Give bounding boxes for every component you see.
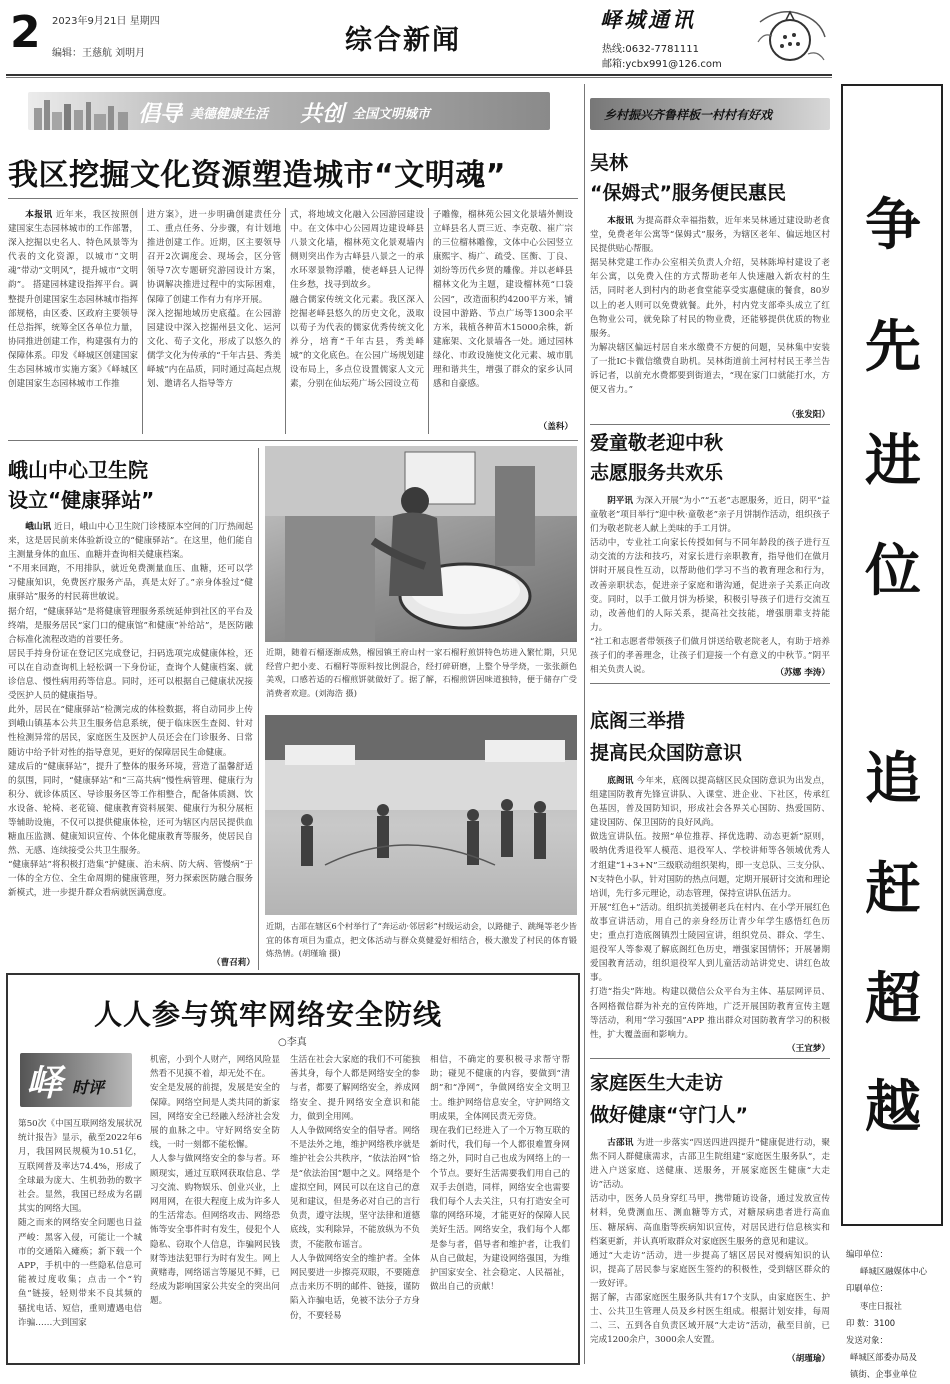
photo2-caption-text: 近期，古邵在辖区6个村举行了“奔运动·邻居彩”村级运动会，以路健子、跳绳等老少皆宜的体育项目为重点，把文体活动与群众莫健爱好相结合，极大激发了村民的体育锻炼热情。 (266, 921, 577, 958)
photo2-credit: (胡瑾瑜 摄) (298, 948, 341, 958)
hotline-text: 热线:0632-7781111 (602, 44, 699, 55)
page-number: 2 (10, 7, 41, 58)
info-line: 峄城区部委办局及 (850, 1352, 917, 1363)
info-line: 发送对象： (846, 1335, 888, 1346)
banner-right-text: 乡村振兴齐鲁样板一村村有好戏 (604, 108, 773, 122)
defense-byline-text: （王宜梦） (787, 1044, 830, 1054)
midautumn-byline (760, 666, 830, 678)
health-article-lead: 峨山讯 (25, 522, 52, 532)
photo1-credit: (刘海浩 摄) (315, 687, 357, 698)
opinion-badge-b: 时评 (72, 1078, 105, 1097)
civility-banner (28, 92, 550, 130)
section-rule (590, 1058, 830, 1059)
wulin-article-text: 为提高群众幸福指数，近年来吴林通过建设助老食堂，免费老年公寓等“保姆式”服务，为辖区老年、偏远地区村民提供贴心帮服。 据吴林党建工作办公室相关负责人介绍，吴林陈埠村建设了老年公寓，以免费入住的方式帮助老年人快速融入新农村的生活，同时老人到村内的助老食堂能享受实惠健康的餐食，80岁以上的老人则可以免费就餐。此外，村内党支部牵头成立了红色物业公司，就免除了村民的物业费，还能够提供优质的物业服务。 为解决辖区偏远村居自来水缴费不方便的问题，吴林集中安装了一批IC卡微信缴费自助机。吴林街道前土河村村民王孝兰告诉记者，以前充水费都要到街道去，“现在家门口就能打水，方便又省力。” (590, 216, 830, 396)
defense-title-l2: 提高民众国防意识 (590, 742, 743, 764)
slogan-char: 超 (865, 967, 921, 1032)
main-article-byline: （盖科） (538, 422, 573, 432)
midautumn-article-text: 为深入开展“为小”“五老”志愿服务，近日，阴平“益童敬老”项目举行“迎中秋·童敬老”亲子月饼制作活动，组织孩子们为敬老院老人献上美味的手工月饼。 活动中，专业社工向家长传授如何与不同年龄段的孩子进行互动交流的方法和技巧，对家长进行亲职教育，指导他们在做月饼时开展良性互动，以帮助他们学习不当的教育理念和行为，改善亲职状态，促进亲子家庭和谐沟通，促进亲子关系正向改变。同时，以手工做月饼为桥梁，积极引导孩子们进行交流互动，改善他们的人际关系，提高社交技能，增强朋辈支持能力。 “社工和志愿者带领孩子们做月饼送给敬老院老人，有助于培养孩子们的孝善理念，让孩子们迎接一个有意义的中秋节。”阴平相关负责人说。 (590, 496, 830, 676)
rural-revival-banner (590, 98, 830, 130)
slogan-box (841, 84, 943, 1226)
info-line: 枣庄日报社 (860, 1300, 902, 1311)
headline-rule (8, 198, 578, 199)
doctor-article-body (590, 1136, 830, 1352)
opinion-col2: 机密，小到个人财产，网络风险显然看不见摸不着，却无处不在。 安全是发展的前提，发展是安全的保障。网络空间是人类共同的新家园，网络安全已经融入经济社会发展的血脉之中。守好网络安全防线，一时一刻都不能松懈。 人人参与做网络安全的参与者。环顾现实，通过互联网获取信息、学习交流、购物娱乐、创业兴业，上网用网，在很大程度上成为许多人的生活常态。但网络攻击、网络恐怖等安全事件时有发生，侵犯个人隐私、窃取个人信息，诈骗网民钱财等违法犯罪行为时有发生。网上黄赌毒，网络谣言等屡见不鲜，已经成为影响国家公共安全的突出问题。 (150, 1055, 280, 1307)
health-title-l2: 设立“健康驿站” (8, 488, 155, 512)
slogan-char: 先 (865, 315, 921, 380)
main-article-col1-text: 近年来，我区按照创建国家生态园林城市的工作部署，深入挖掘以史名人、特色风景等为代表的文化资源，以城市“文明魂”带动“文明风”，提升城市“文明韵”。 搭建园林建设指挥平台。调整提升创建国家生态园林城市指挥部规格，由区委、区政府主要领导任总指挥，统筹全区各单位力量，协同推进创建工作，构建强有力的保障体系。印发《峄城区创建国家生态园林城市实施方案》《峄城区创建国家生态园林城市工作推 (8, 210, 138, 390)
opinion-col3: 生活在社会大家庭的我们不可能独善其身，每个人都是网络安全的参与者，都要了解网络安全，养成网络安全、提升网络安全意识和能力，做到全用网。 人人争做网络安全的倡导者。网络不是法外之地，维护网络秩序就是维护社会公共秩序，“依法治网”恰是“依法治国”题中之义。网络是个虚拟空间，网民可以在这自己的意见和建议，但是务必对自己的言行负责，遵守法规，坚守法律和道德底线，实利除异，不能放纵为不负责，不能散布谣言。 人人争做网络安全的维护者。全体网民要进一步擦亮双眼，不要随意点击来历不明的邮件、链接，谨防陷入诈骗电话，免被不法分子方身份，不要轻易 (290, 1055, 420, 1321)
section-rule (8, 440, 578, 441)
doctor-title-l2: 做好健康“守门人” (590, 1104, 748, 1126)
health-title-l1: 峨山中心卫生院 (8, 458, 148, 482)
main-article-col4-text: 子雕像，榴林苑公园文化景墙外侧设立峄县名人贾三近、李克敬、崔广宗的三位榴林雕像，文体中心公园竖立康熙字、梅广、疏受、匡衡、丁良、刘纷等历代乡贤的雕像。并以老峄县榴林文化为主题，建设榴林苑“口袋公园”，改造面积约4200平方米，铺设园中游路、节点广场等1300余平方米，栽植各种苗木15000余株，新建廊架、文化景墙各一处。通过园林绿化、市政设施使文化元素、城市肌理和谐共生，增强了群众的家乡认同感和自豪感。 (433, 210, 573, 390)
defense-article-body (590, 774, 830, 1042)
slogan-char: 进 (865, 429, 921, 494)
opinion-col1: 第50次《中国互联网络发展状况统计报告》显示，截至2022年6月，我国网民规模为10.51亿，互联网普及率达74.4%，形成了全球最为庞大、生机勃勃的数字社会。显然，我国已经成为名副其实的网络大国。 随之而来的网络安全问题也日益严峻：黑客入侵，可能让一个城市的交通陷入瘫痪；新下载一个APP，手机中的一些隐私信息可能被过度收集；点击一个“钓鱼”链接，轻则带来不良其频的骚扰电话、短信，重则遭遇电信诈骗……大到国家 (18, 1119, 142, 1328)
banner-text-b: 美德健康生活 (190, 107, 269, 122)
slogan-char: 越 (865, 1075, 921, 1140)
health-byline (200, 956, 255, 968)
doctor-byline-text: （胡瑾瑜） (787, 1354, 830, 1364)
midautumn-title-l2: 志愿服务共欢乐 (590, 462, 724, 484)
defense-article-text: 今年来，底阁以提高辖区民众国防意识为出发点，组建国防教育先锋宣讲队、入课堂、进企业、下社区，传承红色基因，普及国防知识，形成社会各界关心国防、热爱国防、建设国防、保卫国防的良好风尚。 做选宣讲队伍。按照“单位推荐、择优选聘、动态更新”原则，吸纳优秀退役军人模范、退役军人、学校讲师等各领域优秀人才组建“1+3+N”三级联动组织架构，即一支总队、三支分队、N支特色小队，针对国防的热点问题，定期开展研讨交流和理论培训，先行多元理论，动态管理，保持宣讲队伍活力。 开展“红色+”活动。组织抗美援朝老兵在村内、在小学开展红色故事宣讲活动，用自己的亲身经历让青少年学生感悟红色历史；重点打造底阁镇烈士陵园宣讲，组织党员、群众、学生、退役军人等参观了解底阁红色历史，增强家国情怀；开展暑期爱国教育活动，组织退役军人到儿童活动站讲党史、讲红色故事。 打造“指尖”阵地。构建以微信公众平台为主体、基层网评员、各网格微信群为补充的宣传阵地，广泛开展国防教育宣传主题等活动，利用“学习强国”APP 推出群众对国防教育学习的积极性，扩大覆盖面和影响力。 (590, 776, 830, 1040)
opinion-headline: 人人参与筑牢网络安全防线 (94, 998, 443, 1031)
info-line: 编印单位： (846, 1249, 888, 1259)
photo1-caption (266, 646, 577, 714)
photo1-caption-text: 近期，随着石榴逐渐成熟，榴园镇王府山村一家石榴籽煎饼特色坊进入繁忙期，只见经营户把小麦、石榴籽等原料按比例混合，经打碎研磨，上整个导学烧，一张张颜色美观，口感若适的石榴煎饼就做好了。据了解，石榴煎饼因味道独特，便于储存广受消费者欢迎。 (266, 647, 577, 698)
village-sports-photo (265, 715, 577, 915)
wulin-article-body (590, 214, 830, 410)
pomegranate-illustration (750, 2, 830, 72)
midautumn-article-lead: 阴平讯 (607, 496, 634, 506)
doctor-article-lead: 古邵讯 (607, 1138, 634, 1148)
opinion-author: ○李真 (278, 1037, 307, 1048)
wulin-title-l2: “保姆式”服务便民惠民 (590, 182, 786, 204)
main-headline: 我区挖掘文化资源塑造城市“文明魂” (8, 158, 506, 193)
photo2-caption (266, 920, 577, 972)
health-article-text: 近日，峨山中心卫生院门诊楼原本空间的门厅热闹起来，这是居民前来体验新设立的“健康驿站”。在这里，他们能自主测量身体的血压、血糖并查询相关健康档案。 “不用来回跑，不用排队，就近免费测量血压、血糖，还可以学习健康知识，免费医疗服务产品，真是太好了。”亲身体验过“健康驿站”服务的村民蒋世敏说。 据介绍，“健康驿站”是将健康管理服务系统延伸到社区的平台及终端，是服务居民“家门口的健康馆”和健康“补给站”，是医防融合标准化流程改造的首要任务。 居民手持身份证在登记区完成登记，扫码选项完成健康体检，还可以在自动查询机上轻松调一下身份证，查询个人健康档案、就诊信息、慢性病用药等信息。同时，还可以根据自己健康状况接受医护人员的健康指导。 此外，居民在“健康驿站”检测完成的体检数据，将自动同步上传到峨山镇基本公共卫生服务信息系统，便于临床医生查阅、针对性检测异常的居民，家庭医生及医护人员还会在门诊服务、日常随访中给予针对性的指导意见，更好的保障居民生命健康。 建成后的“健康驿站”，提升了整体的服务环境，营造了温馨舒适的氛围，同时，“健康驿站”和“三高共病”慢性病管理、健康行为积分、就诊体质区、导诊服务区等工作相整合，配备体质测、饮水设备、轮椅、老花镜、健康教育资料展架、健康行为积分展柜等辅助设施，不仅可以提供健康体检，还可为辖区内居民提供血糖血压监测、健康知识宣传、个体化健康教育等服务，使居民自然、无感、连续接受公共卫生服务。 “健康驿站”将积极打造集“护健康、治未病、防大病、管慢病”于一体的全方位、全生命周期的健康管理，努力探索医防融合服务新模式，进一步提升群众看病就医满意度。 (8, 522, 253, 899)
col-divider (142, 208, 143, 434)
paper-name-logo: 峄城通讯 (600, 7, 696, 32)
section-rule (590, 424, 830, 425)
wulin-byline-text: （张发阳） (787, 410, 830, 420)
health-article-body (8, 520, 253, 958)
publication-info (846, 1246, 946, 1384)
slogan-char: 赶 (865, 857, 921, 922)
doctor-byline (760, 1352, 830, 1364)
masthead-rule-thin (6, 77, 832, 78)
email-text: 邮箱:ycbx991@126.com (602, 59, 722, 70)
defense-article-lead: 底阁讯 (607, 776, 634, 786)
editors-line: 编辑：王慈航 刘明月 (52, 48, 146, 59)
opinion-badge-a: 峄 (26, 1062, 63, 1104)
banner-text-d: 全国文明城市 (352, 107, 431, 122)
main-article-col2: 进方案》，进一步明确创建责任分工、重点任务、分步骤，有计划地推进创建工作。近期，区主要领导召开2次调度会、现场会，区分管领导7次专题研究游园设计方案，协调解决推进过程中的实际困难，保障了创建工作有力有序开展。 深入挖掘地域历史底蕴。在公园游园建设中深入挖掘州县文化、运河文化、荀子文化，形成了以悠久的儒学文化为传承的“千年古县、秀美峄城”内在品质，同时通过高起点规划、邀请名人指导等方 (147, 210, 281, 390)
opinion-box (6, 973, 580, 1365)
section-rule (590, 683, 830, 684)
opinion-badge (20, 1053, 132, 1107)
masthead-rule (6, 74, 832, 76)
col-divider (584, 84, 585, 1364)
main-article-col4 (433, 208, 573, 434)
city-skyline-icon (28, 92, 138, 130)
date-line: 2023年9月21日 星期四 (52, 16, 160, 27)
photo-illustration (265, 715, 577, 915)
info-line: 印 数：3100 (846, 1317, 896, 1328)
defense-byline (760, 1042, 830, 1054)
doctor-title-l1: 家庭医生大走访 (590, 1072, 724, 1094)
banner-text-a: 倡导 (138, 102, 183, 127)
wulin-article-lead: 本报讯 (607, 216, 634, 226)
section-title: 综合新闻 (345, 25, 461, 56)
slogan-char: 位 (865, 539, 921, 604)
info-line: 印刷单位： (846, 1283, 888, 1294)
info-line: 镇街、企事业单位 (850, 1369, 917, 1380)
opinion-col4: 相信，不确定的要积极寻求帮守帮助；碰见不健康的内容，要做到“清朗”和“净网”，争做网络安全文明卫士。维护网络信息安全，守护网络文明成果，全体网民责无旁贷。 现在我们已经进入了一个万物互联的新时代，我们每一个人都很难置身网络之外，同时自己也成为网络上的一个节点。要好生活需要我们用自己的双手去创造，同样，网络安全也需要我们每个人去关注，只有打造安全可靠的网络环境，才能更好的保障人民美好生活。网络安全，我们每个人都是参与者，倡导者和维护者，让我们从自己做起，为建设网络强国，为维护国家安全、社会稳定、人民福祉，做出自己的贡献！ (430, 1055, 570, 1293)
slogan-char: 追 (865, 747, 921, 812)
midautumn-title-l1: 爱童敬老迎中秋 (590, 432, 724, 454)
main-article-col3: 式，将地域文化融入公园游园建设中。在文体中心公园周边建设峄县八景文化墙，榴林苑文化景观墙内侧则突出作为古峄县八景之一的承水环翠景物浮雕，使老峄县人记得住乡愁，找寻到故乡。 融合儒家传统文化元素。我区深入挖掘老峄县悠久的历史文化，汲取以荀子为代表的儒家优秀传统文化养分，培育“千年古县，秀美峄城”的文化底色。在公园广场规划建设布局上，多点位设置儒家人文元素，分别在仙坛苑广场公园设立荀 (290, 210, 424, 390)
main-article-col1 (8, 208, 138, 434)
col-divider (428, 208, 429, 434)
banner-text-c: 共创 (300, 102, 345, 127)
wulin-byline (760, 408, 830, 420)
col-divider (285, 208, 286, 434)
info-line: 峄城区融媒体中心 (860, 1266, 927, 1277)
midautumn-byline-text: （苏娜 李涛） (775, 668, 830, 678)
pomegranate-pancake-photo (265, 446, 577, 642)
photo-illustration (265, 446, 577, 642)
slogan-char: 争 (865, 193, 921, 258)
col-divider (258, 448, 259, 970)
wulin-title-l1: 吴林 (590, 152, 629, 174)
doctor-article-text: 为进一步落实“四送四进四提升”健康促进行动，聚焦不同人群健康需求，古邵卫生院组建“家庭医生服务队”，走进入户送家庭、送健康、送服务，开展家庭医生健康“大走访”活动。 活动中，医务人员身穿红马甲，携带随访设备，通过发放宣传材料，免费测血压、测血糖等方式，对糖尿病患者进行高血压、糖尿病、高血脂等疾病知识宣传，对居民进行信息核实和档案更新，并认真听取群众对家庭医生服务的意见和建议。 通过“大走访”活动，进一步提高了辖区居民对慢病知识的认识，提高了居民参与家庭医生签约的积极性，受到辖区群众的一致好评。 据了解，古邵家庭医生服务队共有17个支队，由家庭医生、护士、公共卫生管理人员及乡村医生组成。根据计划安排，每周二、三、五到各自负责区域开展“大走访”活动，截至目前，已完成1200余户，3000余人安置。 (590, 1138, 831, 1346)
main-article-lead: 本报讯 (25, 210, 53, 220)
health-byline-text: （曹召莉） (212, 958, 255, 968)
defense-title-l1: 底阁三举措 (590, 710, 686, 732)
